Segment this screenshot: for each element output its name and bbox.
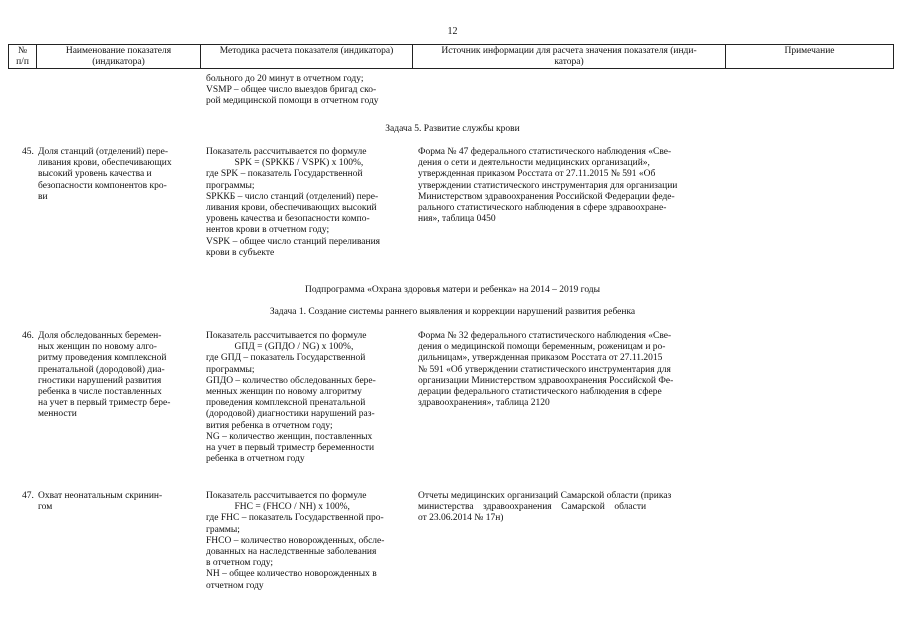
row-47-source: Отчеты медицинских организаций Самарской области (приказ министерства здравоохранения Самарской области от 23.06.2014 № 17н): [418, 491, 672, 524]
row-45-source: Форма № 47 федерального статистического наблюдения «Све- дения о сети и деятельности медицинских организаций», утвержденная приказом Росстата от 27.11.2015 № 591 «Об утверждении статистического инструментария для организации Министерством здравоохранения Российской Федерации феде- рального статистического наблюдения в сфере здравоохране- ния», таблица 0450: [418, 147, 678, 225]
row-45-method: Показатель рассчитывается по формуле SPK = (SPKКБ / VSPK) x 100%, где SPK – показатель Государственной программы; SPKКБ – число станций (отделений) пере- ливания крови, обеспечивающих высокий уровень качества и безопасности компо- нентов крови в отчетном году; VSPK – общее число станций переливания крови в субъекте: [206, 147, 381, 258]
continuation-method: больного до 20 минут в отчетном году; VSMP – общее число выездов бригад ско- рой медицинской помощи в отчетном году: [206, 74, 379, 107]
table-header: [8, 44, 894, 69]
section-task-5: Задача 5. Развитие службы крови: [385, 124, 520, 134]
subprogram-title: Подпрограмма «Охрана здоровья матери и ребенка» на 2014 – 2019 годы: [304, 285, 601, 295]
header-col-note: Примечание: [784, 46, 835, 56]
row-45-number: 45.: [22, 147, 34, 157]
row-47-method: Показатель рассчитывается по формуле FНС = (FНСО / NН) x 100%, где FНС – показатель Государственной про- граммы; FНСО – количество новорожденных, обсле- дованных на наследственные заболевания в отчетном году; NН – общее количество новорожденных в отчетном году: [206, 491, 385, 591]
page-number: 12: [447, 26, 458, 37]
row-47-name: Охват неонатальным скринин- гом: [38, 491, 163, 513]
header-col-name: Наименование показателя (индикатора): [37, 45, 201, 68]
row-46-method: Показатель рассчитывается по формуле GПД = (GПДО / NG) x 100%, где GПД – показатель Государственной программы; GПДО – количество обследованных бере- менных женщин по новому алгоритму проведения комплексной пренатальной (дородовой) диагностики нарушений раз- вития ребенка в отчетном году; NG – количество женщин, поставленных на учет в первый триместр беременности ребенка в отчетном году: [206, 331, 376, 465]
section-task-1: Задача 1. Создание системы раннего выявления и коррекции нарушений развития ребенка: [269, 307, 636, 317]
header-col-source: Источник информации для расчета значения показателя (инди- катора): [413, 45, 726, 68]
row-46-number: 46.: [22, 331, 34, 341]
row-45-name: Доля станций (отделений) пере- ливания крови, обеспечивающих высокий уровень качества и безопасности компонентов кро- ви: [38, 147, 172, 202]
row-46-source: Форма № 32 федерального статистического наблюдения «Све- дения о медицинской помощи беременным, роженицам и ро- дильницам», утвержденная приказом Росстата от 27.11.2015 № 591 «Об утверждении статистического инструментария для организации Министерством здравоохранения Российской Фе- дерации федерального статистического наблюдения в сфере здравоохранения», таблица 2120: [418, 331, 674, 409]
header-col-method: Методика расчета показателя (индикатора): [201, 45, 413, 68]
header-col-number: № п/п: [9, 45, 37, 68]
row-46-name: Доля обследованных беремен- ных женщин по новому алго- ритму проведения комплексной пренатальной (дородовой) диа- гностики нарушений развития ребенка в числе поставленных на учет в первый триместр бере- менности: [38, 331, 171, 420]
row-47-number: 47.: [22, 491, 34, 501]
